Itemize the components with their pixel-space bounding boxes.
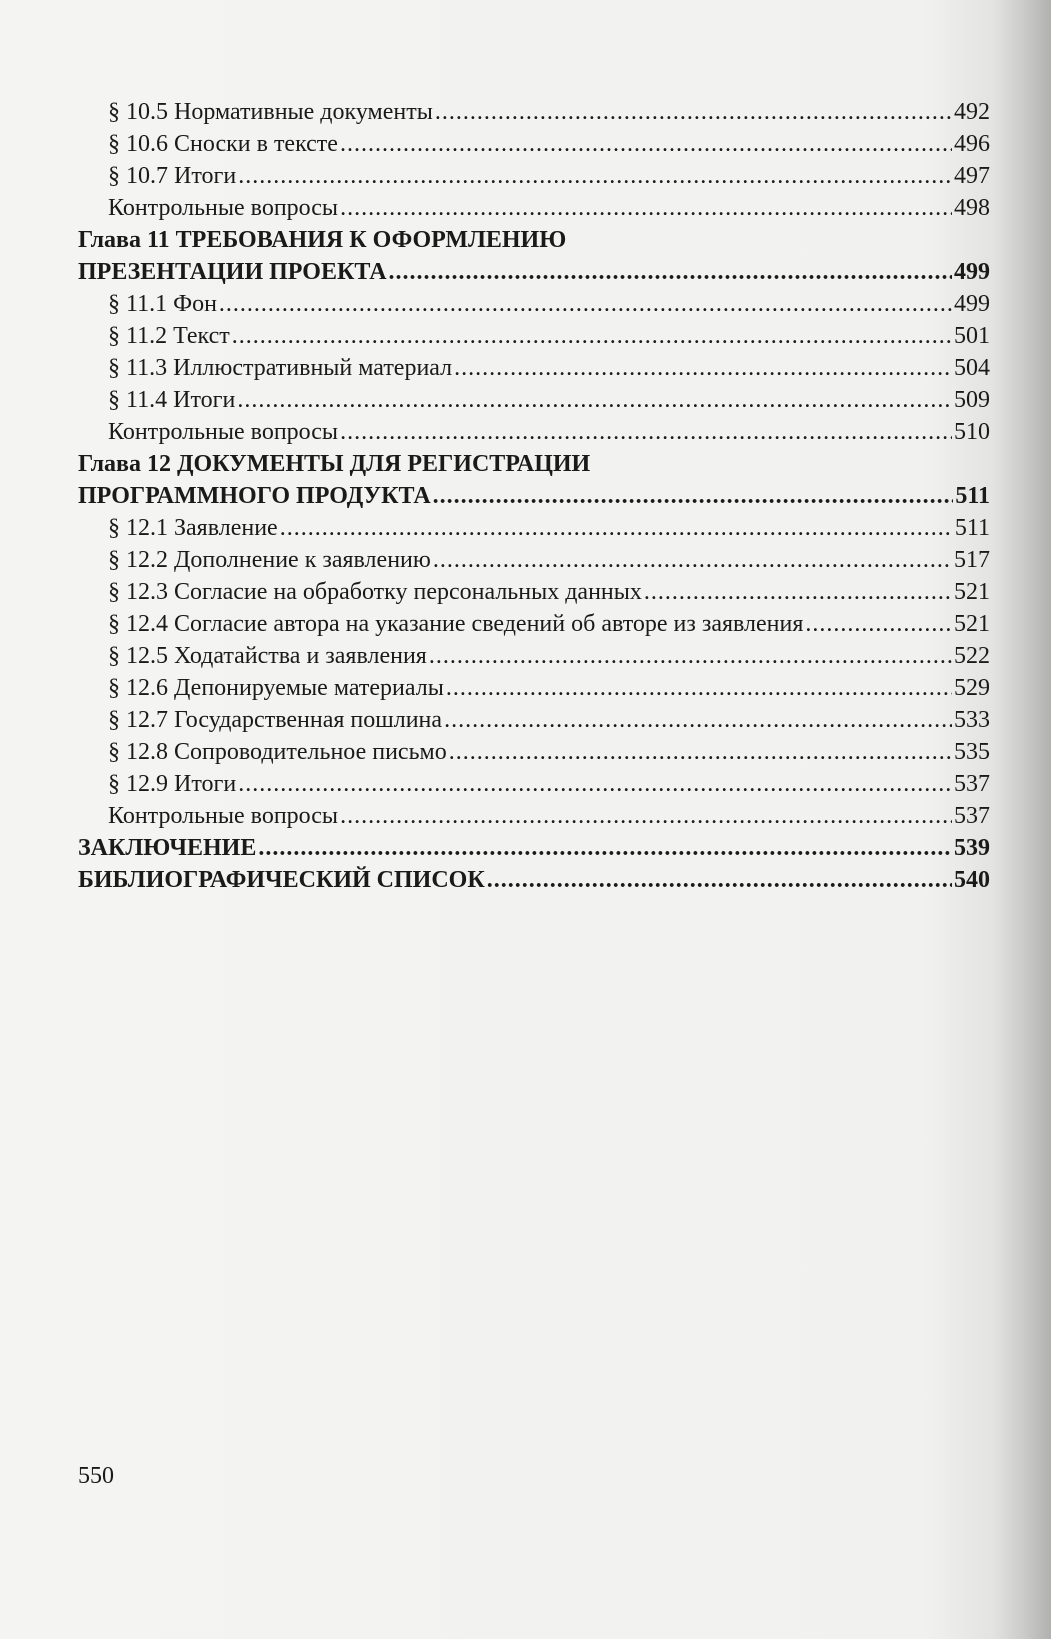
toc-entry-page: 537 bbox=[954, 803, 990, 829]
toc-entry-page: 510 bbox=[954, 419, 990, 445]
toc-entry-title: § 11.2 Текст bbox=[108, 323, 230, 349]
toc-entry bbox=[78, 608, 990, 640]
dot-leader bbox=[219, 288, 952, 320]
toc-entry-title: БИБЛИОГРАФИЧЕСКИЙ СПИСОК bbox=[78, 867, 485, 893]
dot-leader bbox=[444, 704, 952, 736]
dot-leader bbox=[433, 544, 952, 576]
chapter-heading-line: Глава 11 ТРЕБОВАНИЯ К ОФОРМЛЕНИЮ bbox=[78, 227, 567, 253]
dot-leader bbox=[238, 160, 952, 192]
toc-entry-title: § 12.3 Согласие на обработку персональных данных bbox=[108, 579, 642, 605]
toc-chapter-entry bbox=[78, 256, 990, 288]
dot-leader bbox=[232, 320, 952, 352]
dot-leader bbox=[258, 832, 952, 864]
toc-entry-page: 511 bbox=[954, 515, 990, 541]
toc-entry-title: Контрольные вопросы bbox=[108, 419, 339, 445]
toc-entry-title: § 12.2 Дополнение к заявлению bbox=[108, 547, 431, 573]
toc-entry-page: 492 bbox=[954, 99, 990, 125]
toc-entry bbox=[78, 736, 990, 768]
dot-leader bbox=[280, 512, 953, 544]
dot-leader bbox=[238, 768, 952, 800]
toc-entry-page: 497 bbox=[954, 163, 990, 189]
toc-entry-title: § 12.7 Государственная пошлина bbox=[108, 707, 443, 733]
toc-entry-page: 521 bbox=[954, 579, 990, 605]
toc-entry-page: 537 bbox=[954, 771, 990, 797]
toc-entry-page: 511 bbox=[955, 483, 990, 509]
toc-entry-page: 540 bbox=[954, 867, 990, 893]
toc-entry-page: 499 bbox=[954, 291, 990, 317]
toc-entry-title: § 11.4 Итоги bbox=[108, 387, 236, 413]
dot-leader bbox=[449, 736, 952, 768]
toc-entry-title: § 11.1 Фон bbox=[108, 291, 217, 317]
toc-entry-control-questions bbox=[78, 800, 990, 832]
toc-entry bbox=[78, 544, 990, 576]
chapter-heading-line: ПРЕЗЕНТАЦИИ ПРОЕКТА bbox=[78, 259, 387, 285]
dot-leader bbox=[340, 192, 952, 224]
toc-entry bbox=[78, 288, 990, 320]
toc-entry-title: § 12.9 Итоги bbox=[108, 771, 237, 797]
toc-entry bbox=[78, 160, 990, 192]
toc-entry-page: 504 bbox=[954, 355, 990, 381]
dot-leader bbox=[429, 640, 952, 672]
toc-entry bbox=[78, 768, 990, 800]
toc-entry-page: 529 bbox=[954, 675, 990, 701]
chapter-heading-line: Глава 12 ДОКУМЕНТЫ ДЛЯ РЕГИСТРАЦИИ bbox=[78, 451, 591, 477]
toc-entry bbox=[78, 128, 990, 160]
toc-entry-page: 521 bbox=[954, 611, 990, 637]
toc-entry-title: § 12.1 Заявление bbox=[108, 515, 278, 541]
toc-entry-title: Контрольные вопросы bbox=[108, 803, 339, 829]
dot-leader bbox=[340, 416, 952, 448]
dot-leader bbox=[805, 608, 952, 640]
toc-entry-page: 533 bbox=[954, 707, 990, 733]
toc-entry bbox=[78, 576, 990, 608]
dot-leader bbox=[340, 128, 952, 160]
toc-entry-title: § 11.3 Иллюстративный материал bbox=[108, 355, 453, 381]
dot-leader bbox=[446, 672, 952, 704]
toc-chapter-entry bbox=[78, 480, 990, 512]
toc-entry-title: § 12.4 Согласие автора на указание сведений об авторе из заявления bbox=[108, 611, 804, 637]
dot-leader bbox=[389, 256, 952, 288]
toc-entry-title: § 10.6 Сноски в тексте bbox=[108, 131, 338, 157]
toc-entry bbox=[78, 704, 990, 736]
toc-entry-page: 517 bbox=[954, 547, 990, 573]
toc-entry-bibliography bbox=[78, 864, 990, 896]
toc-entry-page: 522 bbox=[954, 643, 990, 669]
toc-entry-title: § 10.7 Итоги bbox=[108, 163, 237, 189]
table-of-contents bbox=[78, 96, 990, 896]
toc-entry-page: 501 bbox=[954, 323, 990, 349]
toc-entry bbox=[78, 96, 990, 128]
toc-entry-page: 509 bbox=[954, 387, 990, 413]
toc-entry-page: 496 bbox=[954, 131, 990, 157]
toc-entry bbox=[78, 512, 990, 544]
dot-leader bbox=[487, 864, 952, 896]
toc-entry-page: 535 bbox=[954, 739, 990, 765]
toc-entry-title: § 12.8 Сопроводительное письмо bbox=[108, 739, 447, 765]
toc-entry-page: 499 bbox=[954, 259, 990, 285]
toc-entry bbox=[78, 352, 990, 384]
toc-entry-page: 498 bbox=[954, 195, 990, 221]
dot-leader bbox=[237, 384, 952, 416]
toc-entry bbox=[78, 384, 990, 416]
dot-leader bbox=[454, 352, 952, 384]
dot-leader bbox=[340, 800, 952, 832]
toc-entry-title: § 10.5 Нормативные документы bbox=[108, 99, 433, 125]
dot-leader bbox=[433, 480, 954, 512]
toc-entry-conclusion bbox=[78, 832, 990, 864]
toc-entry-page: 539 bbox=[954, 835, 990, 861]
toc-entry-title: ЗАКЛЮЧЕНИЕ bbox=[78, 835, 257, 861]
toc-entry-control-questions bbox=[78, 416, 990, 448]
toc-entry-title: Контрольные вопросы bbox=[108, 195, 339, 221]
toc-entry bbox=[78, 640, 990, 672]
chapter-heading-line: ПРОГРАММНОГО ПРОДУКТА bbox=[78, 483, 431, 509]
toc-entry bbox=[78, 672, 990, 704]
dot-leader bbox=[644, 576, 952, 608]
page-edge-shadow bbox=[991, 0, 1051, 1639]
toc-entry-title: § 12.6 Депонируемые материалы bbox=[108, 675, 444, 701]
toc-entry bbox=[78, 320, 990, 352]
toc-entry-title: § 12.5 Ходатайства и заявления bbox=[108, 643, 427, 669]
toc-entry-control-questions bbox=[78, 192, 990, 224]
page-number: 550 bbox=[78, 1463, 114, 1489]
dot-leader bbox=[435, 96, 952, 128]
